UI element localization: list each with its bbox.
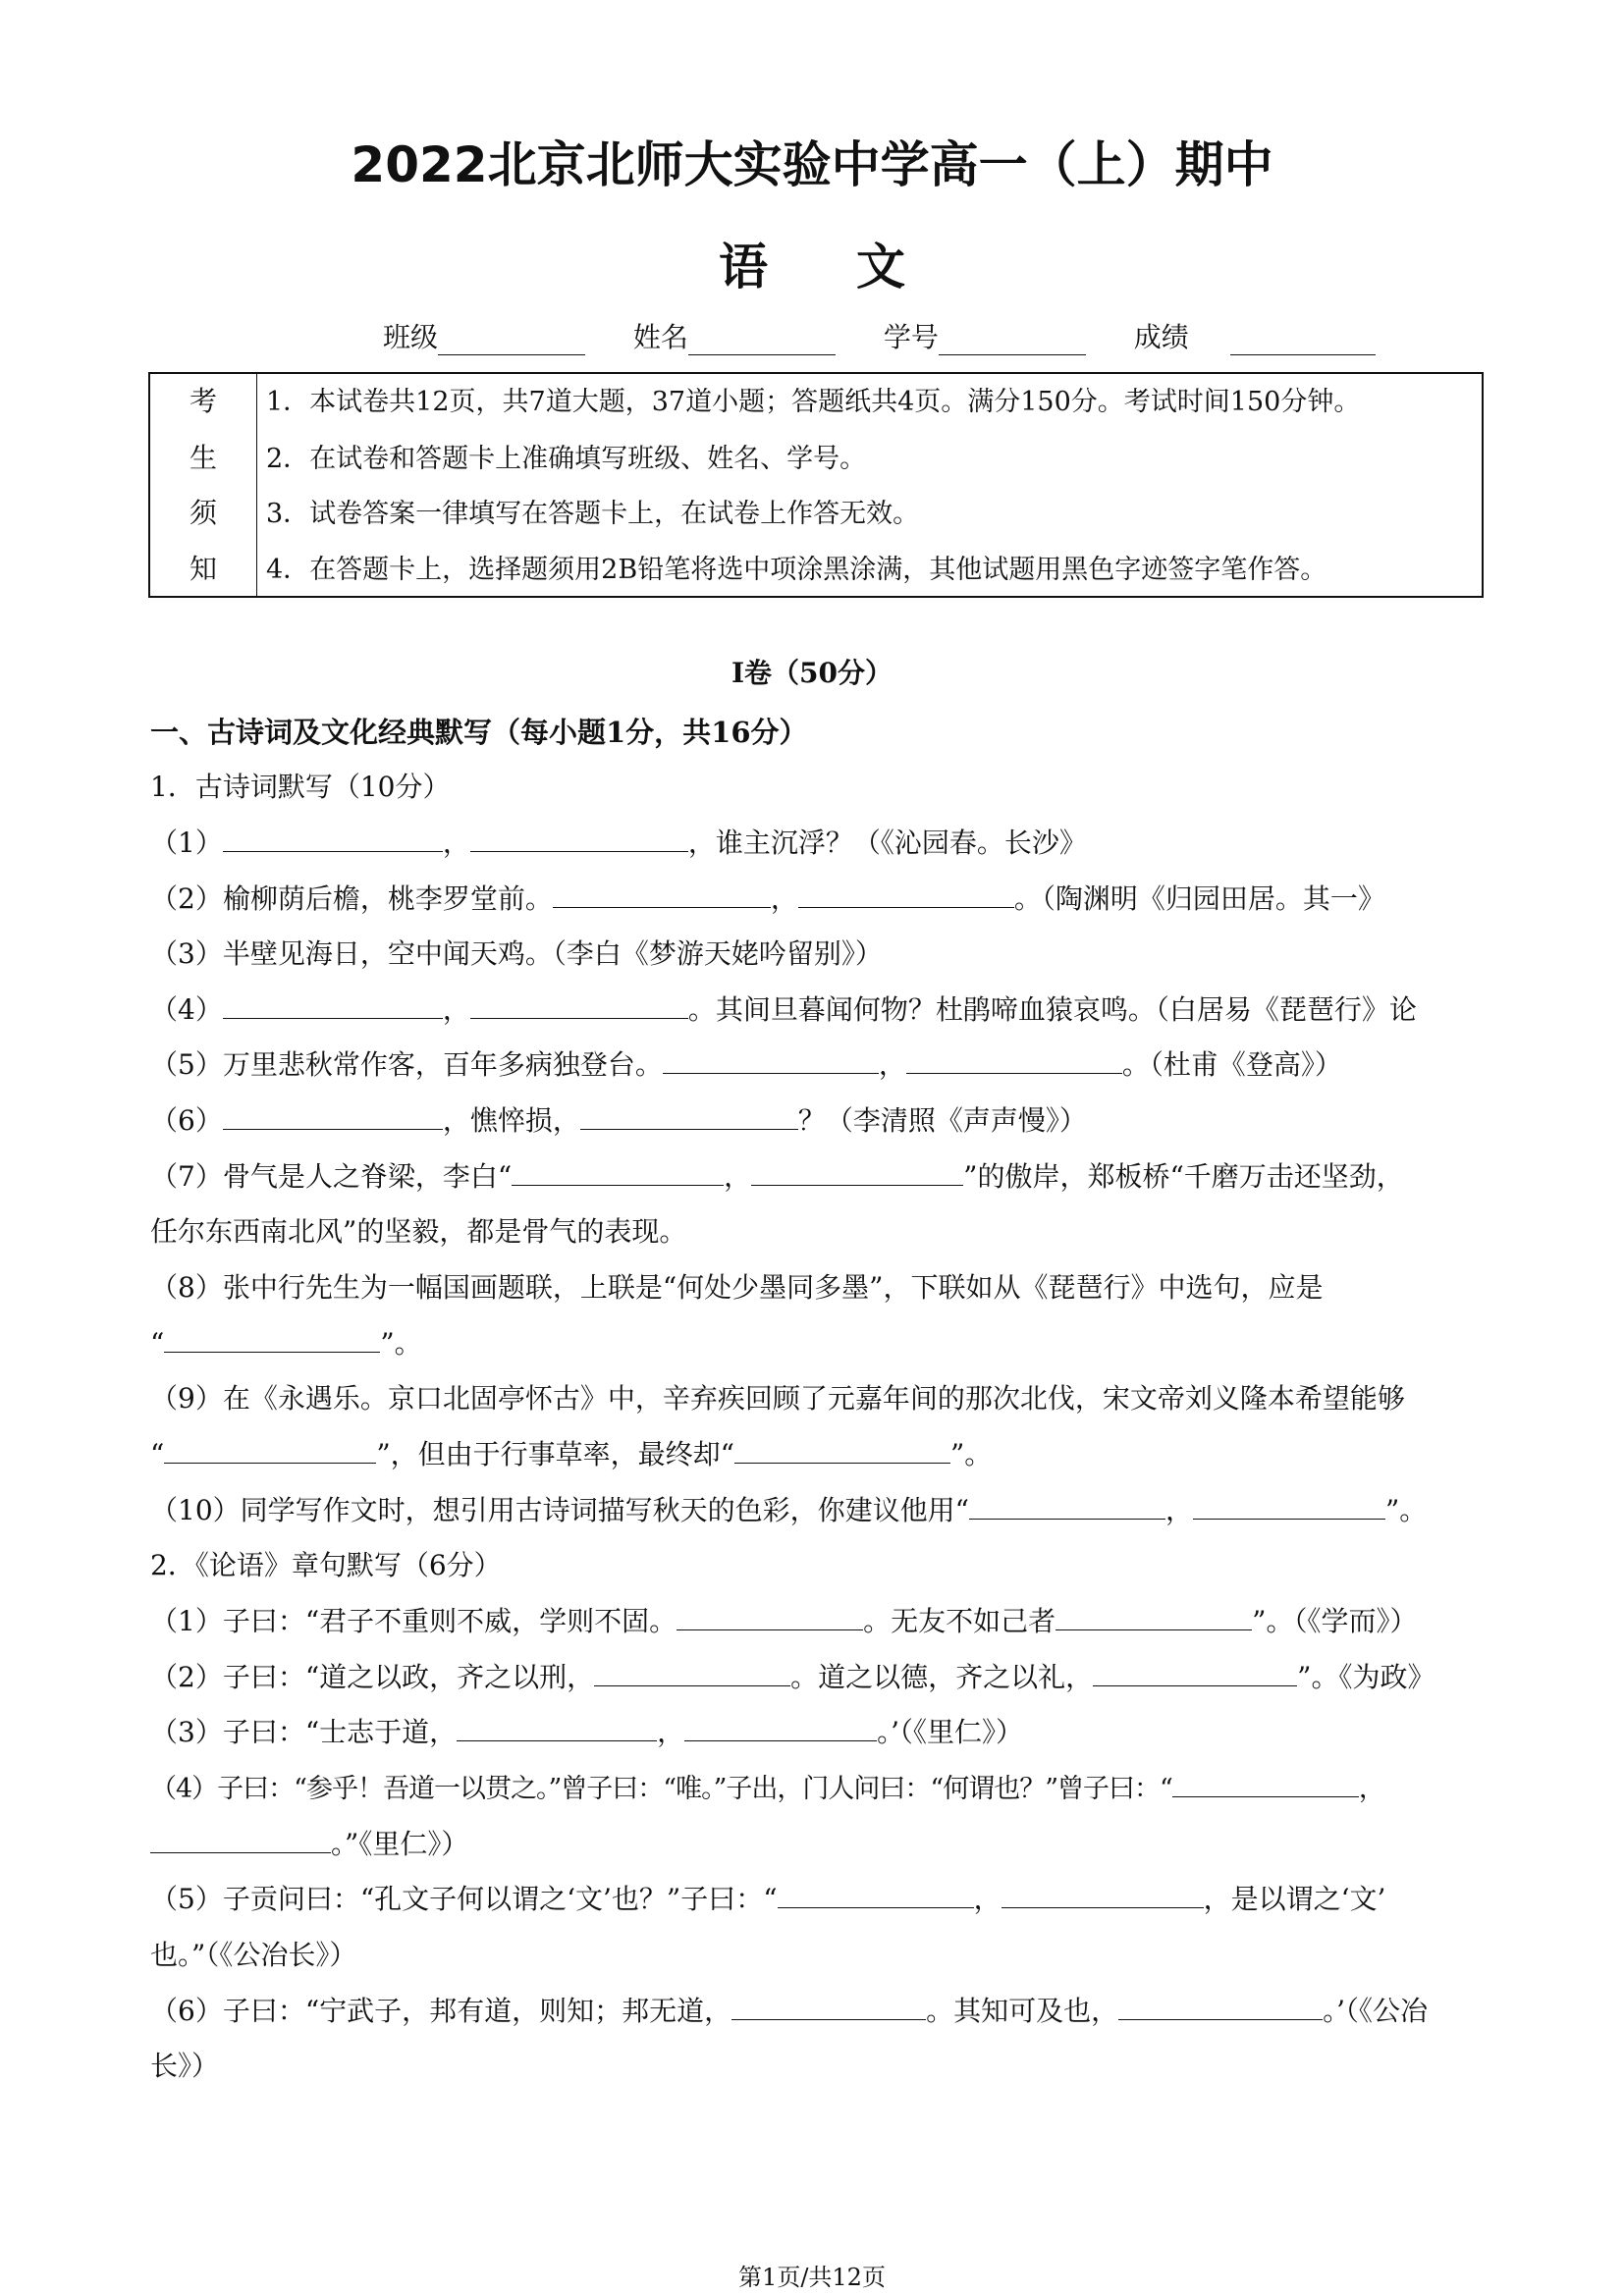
- answer-blank[interactable]: [663, 1047, 879, 1074]
- question-item: 长》）: [150, 2050, 220, 2082]
- question-item: （5）万里悲秋常作客，百年多病独登台。 ， 。（杜甫《登高》）: [150, 1048, 1342, 1081]
- answer-blank[interactable]: [751, 1159, 963, 1186]
- answer-blank[interactable]: [150, 1827, 331, 1853]
- question-item: （4）子曰：“参乎！吾道一以贯之。”曾子曰：“唯。”子出，门人问曰：“何谓也？”曾子曰：“ ，: [150, 1767, 1384, 1805]
- answer-blank[interactable]: [164, 1437, 376, 1464]
- answer-blank[interactable]: [1193, 1493, 1385, 1520]
- answer-blank[interactable]: [223, 1103, 443, 1130]
- notice-item: 3．试卷答案一律填写在答题卡上，在试卷上作答无效。: [266, 499, 920, 529]
- notice-side-label: 考 生 须 知: [150, 374, 257, 596]
- question-item: （3）半壁见海日，空中闻天鸡。（李白《梦游天姥吟留别》）: [150, 937, 883, 970]
- answer-blank[interactable]: [1001, 1882, 1204, 1908]
- answer-blank[interactable]: [969, 1493, 1165, 1520]
- question-item: （1） ， ，谁主沉浮？（《沁园春。长沙》: [150, 827, 1087, 859]
- exam-notice-box: [148, 372, 1484, 598]
- question-title: 2．《论语》章句默写（6分）: [150, 1549, 502, 1581]
- answer-blank[interactable]: [580, 1103, 798, 1130]
- question-item: 。”《里仁》）: [150, 1823, 468, 1862]
- question-item: （2）子曰：“道之以政，齐之以刑， 。道之以德，齐之以礼， ”。《为政》: [150, 1661, 1435, 1693]
- question-item: （3）子曰：“士志于道， ， 。’（《里仁》）: [150, 1716, 1024, 1748]
- answer-blank[interactable]: [457, 1715, 657, 1741]
- answer-blank[interactable]: [1093, 1660, 1297, 1686]
- answer-blank[interactable]: [798, 881, 1014, 908]
- notice-item: 2．在试卷和答题卡上准确填写班级、姓名、学号。: [266, 444, 867, 474]
- question-item: （6）子曰：“宁武子，邦有道，则知；邦无道， 。其知可及也， 。’（《公冶: [150, 1995, 1429, 2027]
- answer-blank[interactable]: [164, 1326, 380, 1353]
- notice-item: 4．在答题卡上，选择题须用2B铅笔将选中项涂黑涂满，其他试题用黑色字迹签字笔作答。: [266, 555, 1327, 585]
- answer-blank[interactable]: [734, 1437, 950, 1464]
- question-item: 任尔东西南北风”的坚毅，都是骨气的表现。: [150, 1215, 687, 1248]
- question-item: （9）在《永遇乐。京口北固亭怀古》中，辛弃疾回顾了元嘉年间的那次北伐，宋文帝刘义隆本希望能够: [150, 1382, 1405, 1415]
- answer-blank[interactable]: [594, 1660, 790, 1686]
- class-field[interactable]: 班级: [383, 316, 585, 355]
- question-item: （6） ，憔悴损， ？（李清照《声声慢》）: [150, 1104, 1087, 1137]
- answer-blank[interactable]: [1056, 1604, 1252, 1630]
- part-title: 一、古诗词及文化经典默写（每小题1分，共16分）: [150, 716, 808, 749]
- answer-blank[interactable]: [906, 1047, 1122, 1074]
- answer-blank[interactable]: [731, 1994, 926, 2020]
- answer-blank[interactable]: [470, 826, 688, 852]
- answer-blank[interactable]: [512, 1159, 724, 1186]
- student-info-row: [383, 316, 1415, 355]
- question-item: “ ”，但由于行事草率，最终却“ ”。: [150, 1438, 993, 1470]
- question-item: “ ”。: [150, 1327, 422, 1360]
- name-field[interactable]: 姓名: [633, 316, 836, 355]
- answer-blank[interactable]: [223, 992, 443, 1019]
- question-item: （1）子曰：“君子不重则不威，学则不固。 。无友不如己者 ”。（《学而》）: [150, 1605, 1418, 1637]
- answer-blank[interactable]: [684, 1715, 877, 1741]
- question-item: （10）同学写作文时，想引用古诗词描写秋天的色彩，你建议他用“ ， ”。: [150, 1494, 1428, 1526]
- answer-blank[interactable]: [223, 826, 443, 852]
- question-item: 也。”（《公冶长》）: [150, 1939, 357, 1971]
- question-item: （2）榆柳荫后檐，桃李罗堂前。 ， 。（陶渊明《归园田居。其一》: [150, 882, 1385, 915]
- page-title: 2022北京北师大实验中学高一（上）期中: [351, 136, 1273, 193]
- answer-blank[interactable]: [1118, 1994, 1323, 2020]
- subject-title: 语文: [719, 239, 994, 295]
- answer-blank[interactable]: [470, 992, 688, 1019]
- answer-blank[interactable]: [677, 1604, 863, 1630]
- score-field[interactable]: 成绩: [1134, 316, 1376, 355]
- notice-item: 1．本试卷共12页，共7道大题，37道小题；答题纸共4页。满分150分。考试时间150分钟。: [266, 387, 1361, 417]
- answer-blank[interactable]: [778, 1882, 974, 1908]
- section-title: I卷（50分）: [731, 657, 893, 689]
- question-title: 1．古诗词默写（10分）: [150, 771, 451, 803]
- page-number: 第1页/共12页: [738, 2264, 886, 2291]
- question-item: （8）张中行先生为一幅国画题联，上联是“何处少墨同多墨”，下联如从《琵琶行》中选句，应是: [150, 1271, 1324, 1304]
- answer-blank[interactable]: [553, 881, 771, 908]
- question-item: （4） ， 。其间旦暮闻何物？杜鹃啼血猿哀鸣。（白居易《琵琶行》论: [150, 993, 1417, 1026]
- question-item: （5）子贡问曰：“孔文子何以谓之‘文’也？”子曰：“ ， ，是以谓之‘文’: [150, 1883, 1386, 1915]
- answer-blank[interactable]: [1172, 1771, 1359, 1797]
- question-item: （7）骨气是人之脊梁，李白“ ， ”的傲岸，郑板桥“千磨万击还坚劲，: [150, 1160, 1404, 1193]
- student-id-field[interactable]: 学号: [884, 316, 1086, 355]
